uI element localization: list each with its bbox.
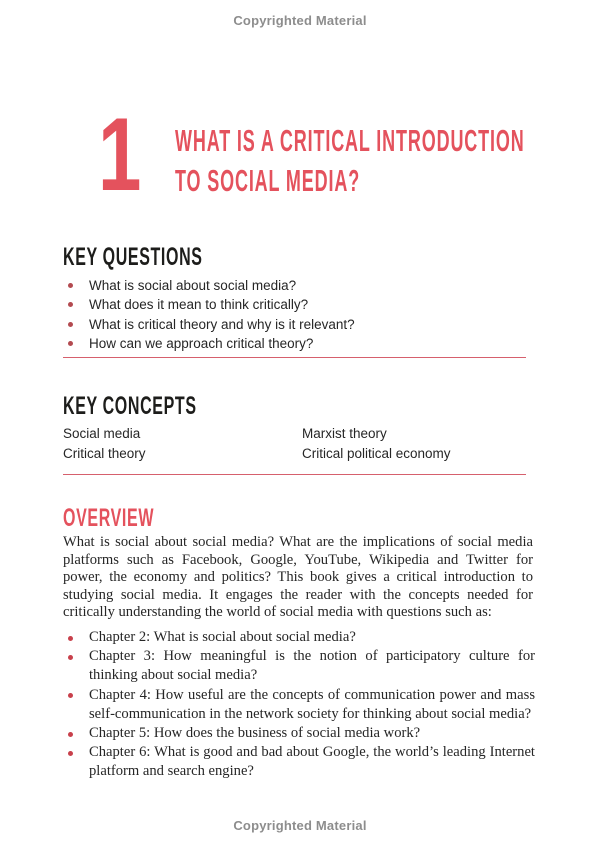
- key-concepts-right-column: [302, 424, 451, 463]
- bullet-icon: [68, 283, 73, 288]
- key-concept: Critical theory: [63, 445, 146, 461]
- bullet-icon: [68, 732, 73, 737]
- chapter-title: [175, 121, 600, 201]
- key-question-text: What does it mean to think critically?: [89, 297, 309, 313]
- key-concepts-heading: KEY CONCEPTS: [63, 392, 197, 420]
- chapter-question-text: Chapter 3: How meaningful is the notion of participatory culture for thinking about social media?: [89, 648, 535, 684]
- chapter-number: [98, 97, 156, 213]
- bullet-icon: [68, 751, 73, 756]
- bullet-icon: [68, 322, 73, 327]
- key-question-text: What is critical theory and why is it relevant?: [89, 316, 355, 332]
- key-question-item: [63, 276, 533, 295]
- overview-paragraph: What is social about social media? What are the implications of social media platforms such as Facebook, Google, YouTube, Wikipedia and Twitter for power, the economy and politics? This book gives a critical introduction to studying social media. It engages the reader with the concepts needed for critically understanding the world of social media with questions such as:: [63, 534, 533, 620]
- chapter-title-line1: WHAT IS A CRITICAL INTRODUCTION: [175, 123, 525, 158]
- chapter-number-text: 1: [98, 97, 142, 213]
- key-concepts-left-column: [63, 424, 146, 463]
- key-question-item: [63, 315, 533, 334]
- chapter-title-line2: TO SOCIAL MEDIA?: [175, 163, 361, 198]
- overview-heading: OVERVIEW: [63, 504, 155, 532]
- copyright-notice-bottom: Copyrighted Material: [233, 818, 367, 833]
- key-questions-list: [63, 276, 533, 353]
- bullet-icon: [68, 341, 73, 346]
- key-question-item: [63, 295, 533, 314]
- key-question-item: [63, 334, 533, 353]
- key-question-text: How can we approach critical theory?: [89, 335, 314, 351]
- bullet-icon: [68, 302, 73, 307]
- copyright-notice-top: Copyrighted Material: [233, 13, 367, 28]
- section-divider: [63, 474, 526, 475]
- key-question-text: What is social about social media?: [89, 278, 297, 293]
- bullet-icon: [68, 636, 73, 641]
- chapter-question-text: Chapter 6: What is good and bad about Google, the world’s leading Internet platform and search engine?: [89, 744, 535, 780]
- key-concept: Critical political economy: [302, 445, 451, 461]
- chapter-question-item: [63, 724, 535, 743]
- bullet-icon: [68, 655, 73, 660]
- key-concept: Marxist theory: [302, 426, 387, 441]
- chapter-question-item: [63, 647, 535, 685]
- bullet-icon: [68, 693, 73, 698]
- chapter-question-item: [63, 686, 535, 724]
- chapter-question-item: [63, 628, 535, 647]
- key-questions-heading: KEY QUESTIONS: [63, 243, 203, 271]
- chapter-question-list: [63, 628, 535, 782]
- chapter-question-item: [63, 743, 535, 781]
- key-concept: Social media: [63, 426, 141, 441]
- chapter-question-text: Chapter 4: How useful are the concepts of communication power and mass self-communication in the network society for thinking about social media?: [89, 686, 535, 722]
- section-divider: [63, 357, 526, 358]
- chapter-question-text: Chapter 5: How does the business of social media work?: [89, 725, 421, 742]
- chapter-question-text: Chapter 2: What is social about social media?: [89, 629, 356, 645]
